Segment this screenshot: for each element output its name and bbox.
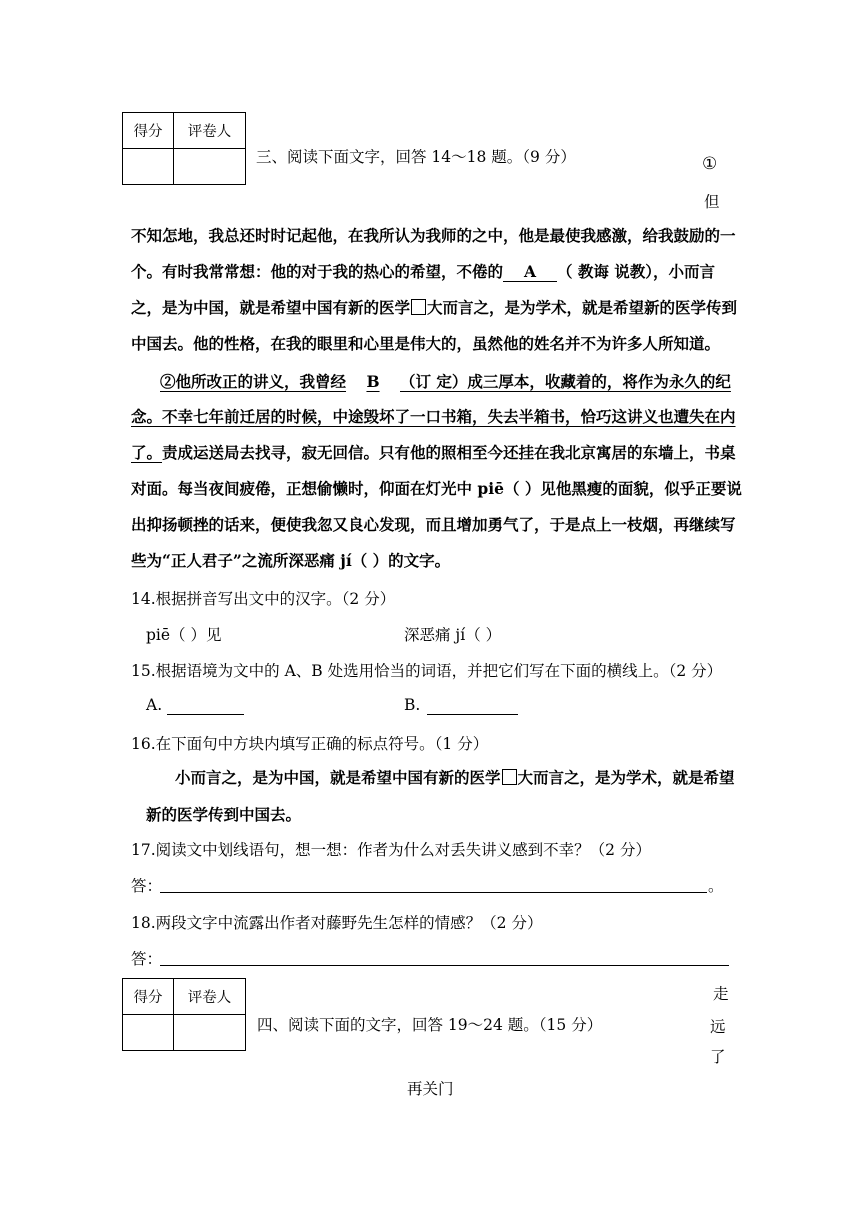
grader-header: 评卷人 bbox=[174, 979, 246, 1015]
passage-line: 不知怎地，我总还时时记起他，在我所认为我师的之中，他是最使我感激，给我鼓励的一 bbox=[131, 226, 736, 245]
q17-answer-line[interactable] bbox=[160, 892, 707, 893]
passage-line: 些为“正人君子”之流所深恶痛 jí（ ）的文字。 bbox=[131, 551, 451, 570]
passage-line: 个。有时我常常想：他的对于我的热心的希望，不倦的 A （ 教诲 说教），小而言 bbox=[131, 262, 716, 281]
passage-line-underlined: ②他所改正的讲义，我曾经 B （订 定）成三厚本，收藏着的，将作为永久的纪 bbox=[160, 372, 731, 391]
margin-char-yuan: 远 bbox=[710, 1018, 726, 1036]
score-header: 得分 bbox=[123, 979, 174, 1015]
question-17: 17.阅读文中划线语句，想一想：作者为什么对丢失讲义感到不幸？（2 分） bbox=[131, 841, 651, 859]
margin-char-dan: 但 bbox=[704, 193, 720, 211]
q15-answer-line-a[interactable] bbox=[167, 714, 244, 715]
passage-line: 了。责成运送局去找寻，寂无回信。只有他的照相至今还挂在我北京寓居的东墙上，书桌 bbox=[131, 443, 736, 462]
section3-heading: 三、阅读下面文字，回答 14～18 题。（9 分） bbox=[256, 148, 576, 166]
grade-table-section3 bbox=[122, 112, 246, 185]
q17-answer-label: 答： bbox=[131, 877, 163, 895]
margin-number-1: ① bbox=[702, 154, 718, 174]
q17-period: 。 bbox=[708, 877, 724, 895]
grader-cell[interactable] bbox=[174, 149, 246, 185]
q16-punctuation-box[interactable] bbox=[502, 769, 517, 785]
next-passage-title: 再关门 bbox=[407, 1080, 454, 1098]
blank-b: B bbox=[366, 372, 380, 391]
passage-line: 对面。每当夜间疲倦，正想偷懒时，仰面在灯光中 piē（ ）见他黑瘦的面貌，似乎正要说 bbox=[131, 479, 742, 498]
question-16: 16.在下面句中方块内填写正确的标点符号。（1 分） bbox=[131, 735, 489, 753]
q16-sentence-line: 新的医学传到中国去。 bbox=[146, 805, 302, 824]
blank-a: A bbox=[503, 262, 557, 282]
score-cell[interactable] bbox=[123, 149, 174, 185]
q18-answer-label: 答： bbox=[131, 950, 163, 968]
q15-label-b: B. bbox=[404, 696, 421, 714]
margin-char-zou: 走 bbox=[713, 985, 729, 1003]
question-18: 18.两段文字中流露出作者对藤野先生怎样的情感？（2 分） bbox=[131, 914, 543, 932]
grade-table-section4 bbox=[122, 978, 246, 1051]
grader-header: 评卷人 bbox=[174, 113, 246, 149]
q14-answer-pie[interactable]: piē（ ）见 bbox=[146, 626, 222, 644]
passage-line: 出抑扬顿挫的话来，便使我忽又良心发现，而且增加勇气了，于是点上一枝烟，再继续写 bbox=[131, 515, 736, 534]
section4-heading: 四、阅读下面的文字，回答 19～24 题。（15 分） bbox=[257, 1016, 603, 1034]
grader-cell[interactable] bbox=[174, 1015, 246, 1051]
question-14: 14.根据拼音写出文中的汉字。（2 分） bbox=[131, 590, 396, 608]
score-header: 得分 bbox=[123, 113, 174, 149]
question-15: 15.根据语境为文中的 A、B 处选用恰当的词语，并把它们写在下面的横线上。（2 分） bbox=[131, 662, 723, 680]
passage-line: 之，是为中国，就是希望中国有新的医学 大而言之，是为学术，就是希望新的医学传到 bbox=[131, 298, 738, 317]
q15-answer-line-b[interactable] bbox=[427, 714, 518, 715]
q18-answer-line[interactable] bbox=[160, 965, 729, 966]
passage-line: 中国去。他的性格，在我的眼里和心里是伟大的，虽然他的姓名并不为许多人所知道。 bbox=[131, 334, 721, 353]
q15-label-a: A. bbox=[146, 696, 163, 714]
margin-char-le: 了 bbox=[710, 1048, 726, 1066]
passage-line-underlined: 念。不幸七年前迁居的时候，中途毁坏了一口书箱，失去半箱书，恰巧这讲义也遭失在内 bbox=[131, 407, 736, 426]
punctuation-box bbox=[411, 299, 426, 315]
q14-answer-ji[interactable]: 深恶痛 jí（ ） bbox=[404, 626, 502, 644]
score-cell[interactable] bbox=[123, 1015, 174, 1051]
q16-sentence-line: 小而言之，是为中国，就是希望中国有新的医学 大而言之，是为学术，就是希望 bbox=[175, 768, 735, 787]
